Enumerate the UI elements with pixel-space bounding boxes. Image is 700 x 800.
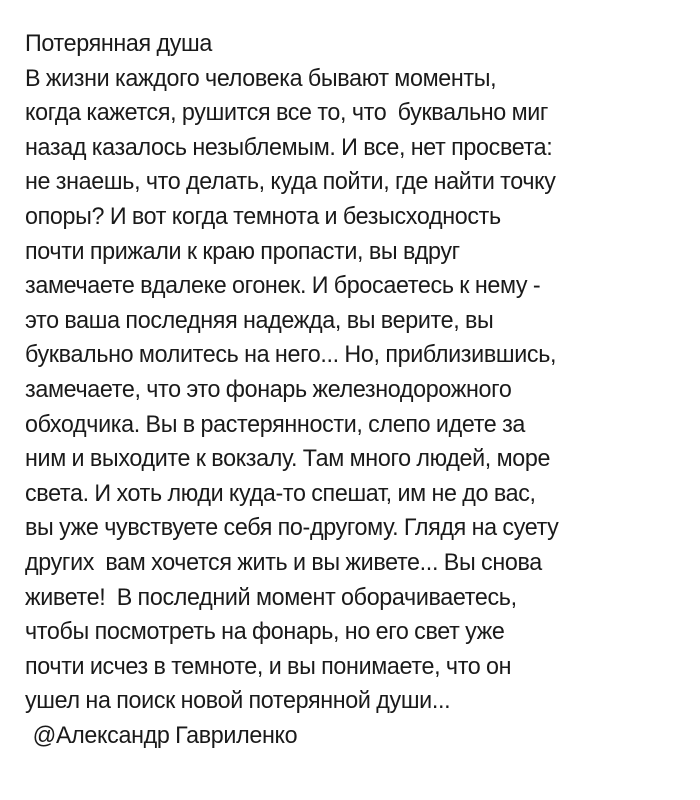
- text-line: почти исчез в темноте, и вы понимаете, что он: [25, 652, 512, 680]
- text-line: это ваша последняя надежда, вы верите, вы: [25, 306, 494, 334]
- text-line: назад казалось незыблемым. И все, нет просвета:: [25, 133, 553, 161]
- text-line: ушел на поиск новой потерянной души...: [25, 687, 451, 715]
- text-line: замечаете, что это фонарь железнодорожного: [25, 375, 512, 403]
- text-line: опоры? И вот когда темнота и безысходность: [25, 202, 501, 230]
- text-line: ним и выходите к вокзалу. Там много людей, море: [25, 445, 551, 473]
- text-line: когда кажется, рушится все то, что буквально миг: [25, 99, 549, 127]
- author-signature: @Александр Гавриленко: [32, 721, 298, 749]
- text-line: живете! В последний момент оборачиваетесь,: [25, 583, 517, 611]
- text-line: замечаете вдалеке огонек. И бросаетесь к нему -: [25, 272, 541, 300]
- text-line: В жизни каждого человека бывают моменты,: [25, 64, 497, 92]
- document-title: Потерянная душа: [25, 30, 213, 57]
- text-line: буквально молитесь на него... Но, приблизившись,: [25, 341, 557, 369]
- text-line: почти прижали к краю пропасти, вы вдруг: [25, 237, 460, 265]
- text-line: обходчика. Вы в растерянности, слепо идете за: [25, 410, 526, 438]
- text-line: чтобы посмотреть на фонарь, но его свет уже: [25, 618, 505, 646]
- text-line: других вам хочется жить и вы живете... Вы снова: [25, 548, 542, 576]
- text-line: вы уже чувствуете себя по-другому. Глядя на суету: [25, 514, 559, 542]
- text-line: света. И хоть люди куда-то спешат, им не до вас,: [25, 479, 536, 507]
- text-block: [25, 27, 667, 753]
- text-line: не знаешь, что делать, куда пойти, где найти точку: [25, 168, 556, 196]
